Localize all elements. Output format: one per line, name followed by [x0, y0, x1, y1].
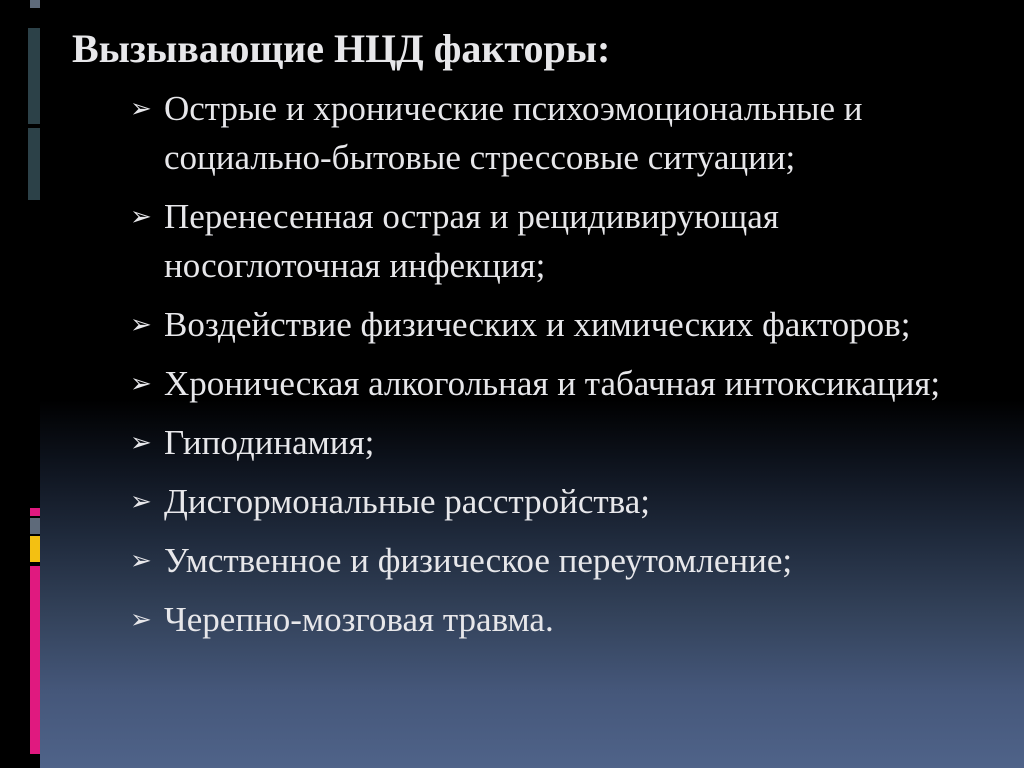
arrowhead-bullet-icon: ➢: [130, 310, 152, 339]
slide-title: Вызывающие НЦД факторы:: [72, 26, 611, 71]
bullet-text: Хроническая алкогольная и табачная интоксикация;: [164, 364, 941, 403]
bullet-item: [128, 477, 998, 526]
bullet-item: [128, 418, 998, 467]
accent-stripe-yellow: [30, 536, 40, 562]
bullet-text: Черепно-мозговая травма.: [164, 600, 554, 639]
accent-stripe-gray: [30, 518, 40, 534]
bullet-text: Дисгормональные расстройства;: [164, 482, 650, 521]
bullet-list: [128, 84, 998, 654]
arrowhead-bullet-icon: ➢: [130, 428, 152, 457]
bullet-item: [128, 359, 998, 408]
accent-stripe-gray: [30, 0, 40, 8]
arrowhead-bullet-icon: ➢: [130, 605, 152, 634]
bullet-text: Воздействие физических и химических факторов;: [164, 305, 911, 344]
accent-stripe-teal: [28, 128, 40, 200]
bullet-item: [128, 536, 998, 585]
bullet-text: Гиподинамия;: [164, 423, 375, 462]
bullet-item: [128, 300, 998, 349]
accent-stripe-pink: [30, 566, 40, 754]
left-margin: [0, 0, 40, 768]
accent-stripe-pink: [30, 508, 40, 516]
arrowhead-bullet-icon: ➢: [130, 202, 152, 231]
accent-stripe-teal: [28, 28, 40, 124]
arrowhead-bullet-icon: ➢: [130, 94, 152, 123]
arrowhead-bullet-icon: ➢: [130, 369, 152, 398]
bullet-item: [128, 192, 998, 290]
bullet-item: [128, 595, 998, 644]
arrowhead-bullet-icon: ➢: [130, 487, 152, 516]
bullet-text: Острые и хронические психоэмоциональные и социально-бытовые стрессовые ситуации;: [164, 89, 863, 177]
arrowhead-bullet-icon: ➢: [130, 546, 152, 575]
bullet-text: Перенесенная острая и рецидивирующая носоглоточная инфекция;: [164, 197, 779, 285]
bullet-item: [128, 84, 998, 182]
bullet-text: Умственное и физическое переутомление;: [164, 541, 793, 580]
